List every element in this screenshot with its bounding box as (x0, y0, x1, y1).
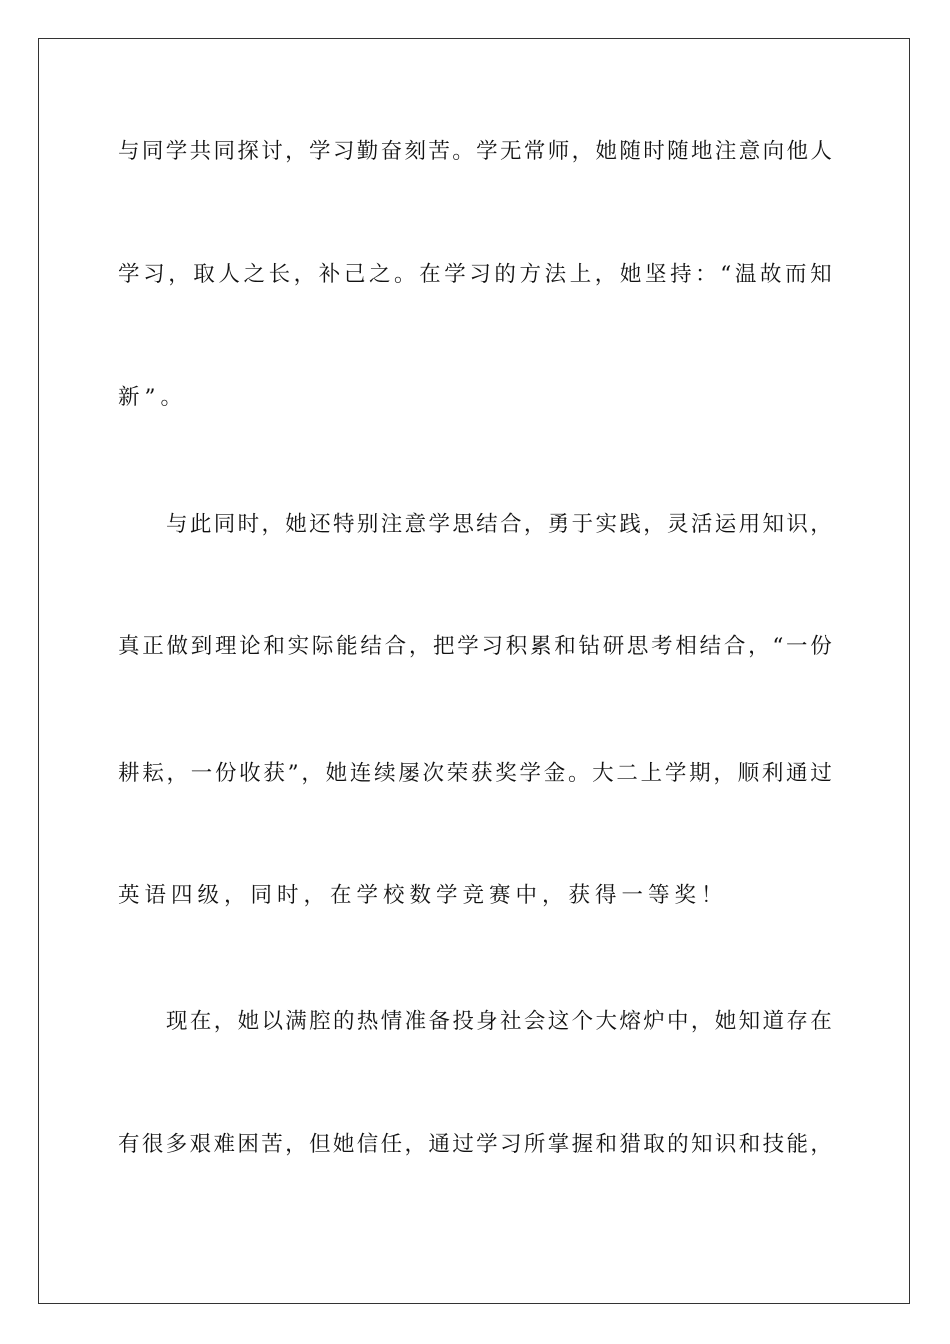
text-line-6: 耕 耘 ， 一 份 收 获 ” ， 她 连 续 屡 次 荣 获 奖 学 金 。 大 二 上 学 期 ， 顺 利 通 过 (118, 761, 832, 786)
text-line-5: 真 正 做 到 理 论 和 实 际 能 结 合 ， 把 学 习 积 累 和 钻 研 思 考 相 结 合 ， “ 一 份 (118, 634, 832, 659)
paragraph-3-line-1: 现 在 ， 她 以 满 腔 的 热 情 准 备 投 身 社 会 这 个 大 熔 炉 中 ， 她 知 道 存 在 (166, 1009, 832, 1034)
paragraph-2-line-1: 与 此 同 时 ， 她 还 特 别 注 意 学 思 结 合 ， 勇 于 实 践 ， 灵 活 运 用 知 识 ， (166, 512, 832, 537)
text-line-2: 学 习 ， 取 人 之 长 ， 补 己 之 。 在 学 习 的 方 法 上 ， 她 坚 持 ： “ 温 故 而 知 (118, 262, 832, 287)
text-line-7: 英语四级，同时，在学校数学竞赛中，获得一等奖！ (118, 883, 728, 908)
text-line-3: 新”。 (118, 385, 187, 410)
page-border (38, 38, 910, 1304)
text-line-1: 与 同 学 共 同 探 讨 ， 学 习 勤 奋 刻 苦 。 学 无 常 师 ， 她 随 时 随 地 注 意 向 他 人 (118, 139, 832, 164)
text-line-9: 有 很 多 艰 难 困 苦 ， 但 她 信 任 ， 通 过 学 习 所 掌 握 和 猎 取 的 知 识 和 技 能 ， (118, 1132, 832, 1157)
